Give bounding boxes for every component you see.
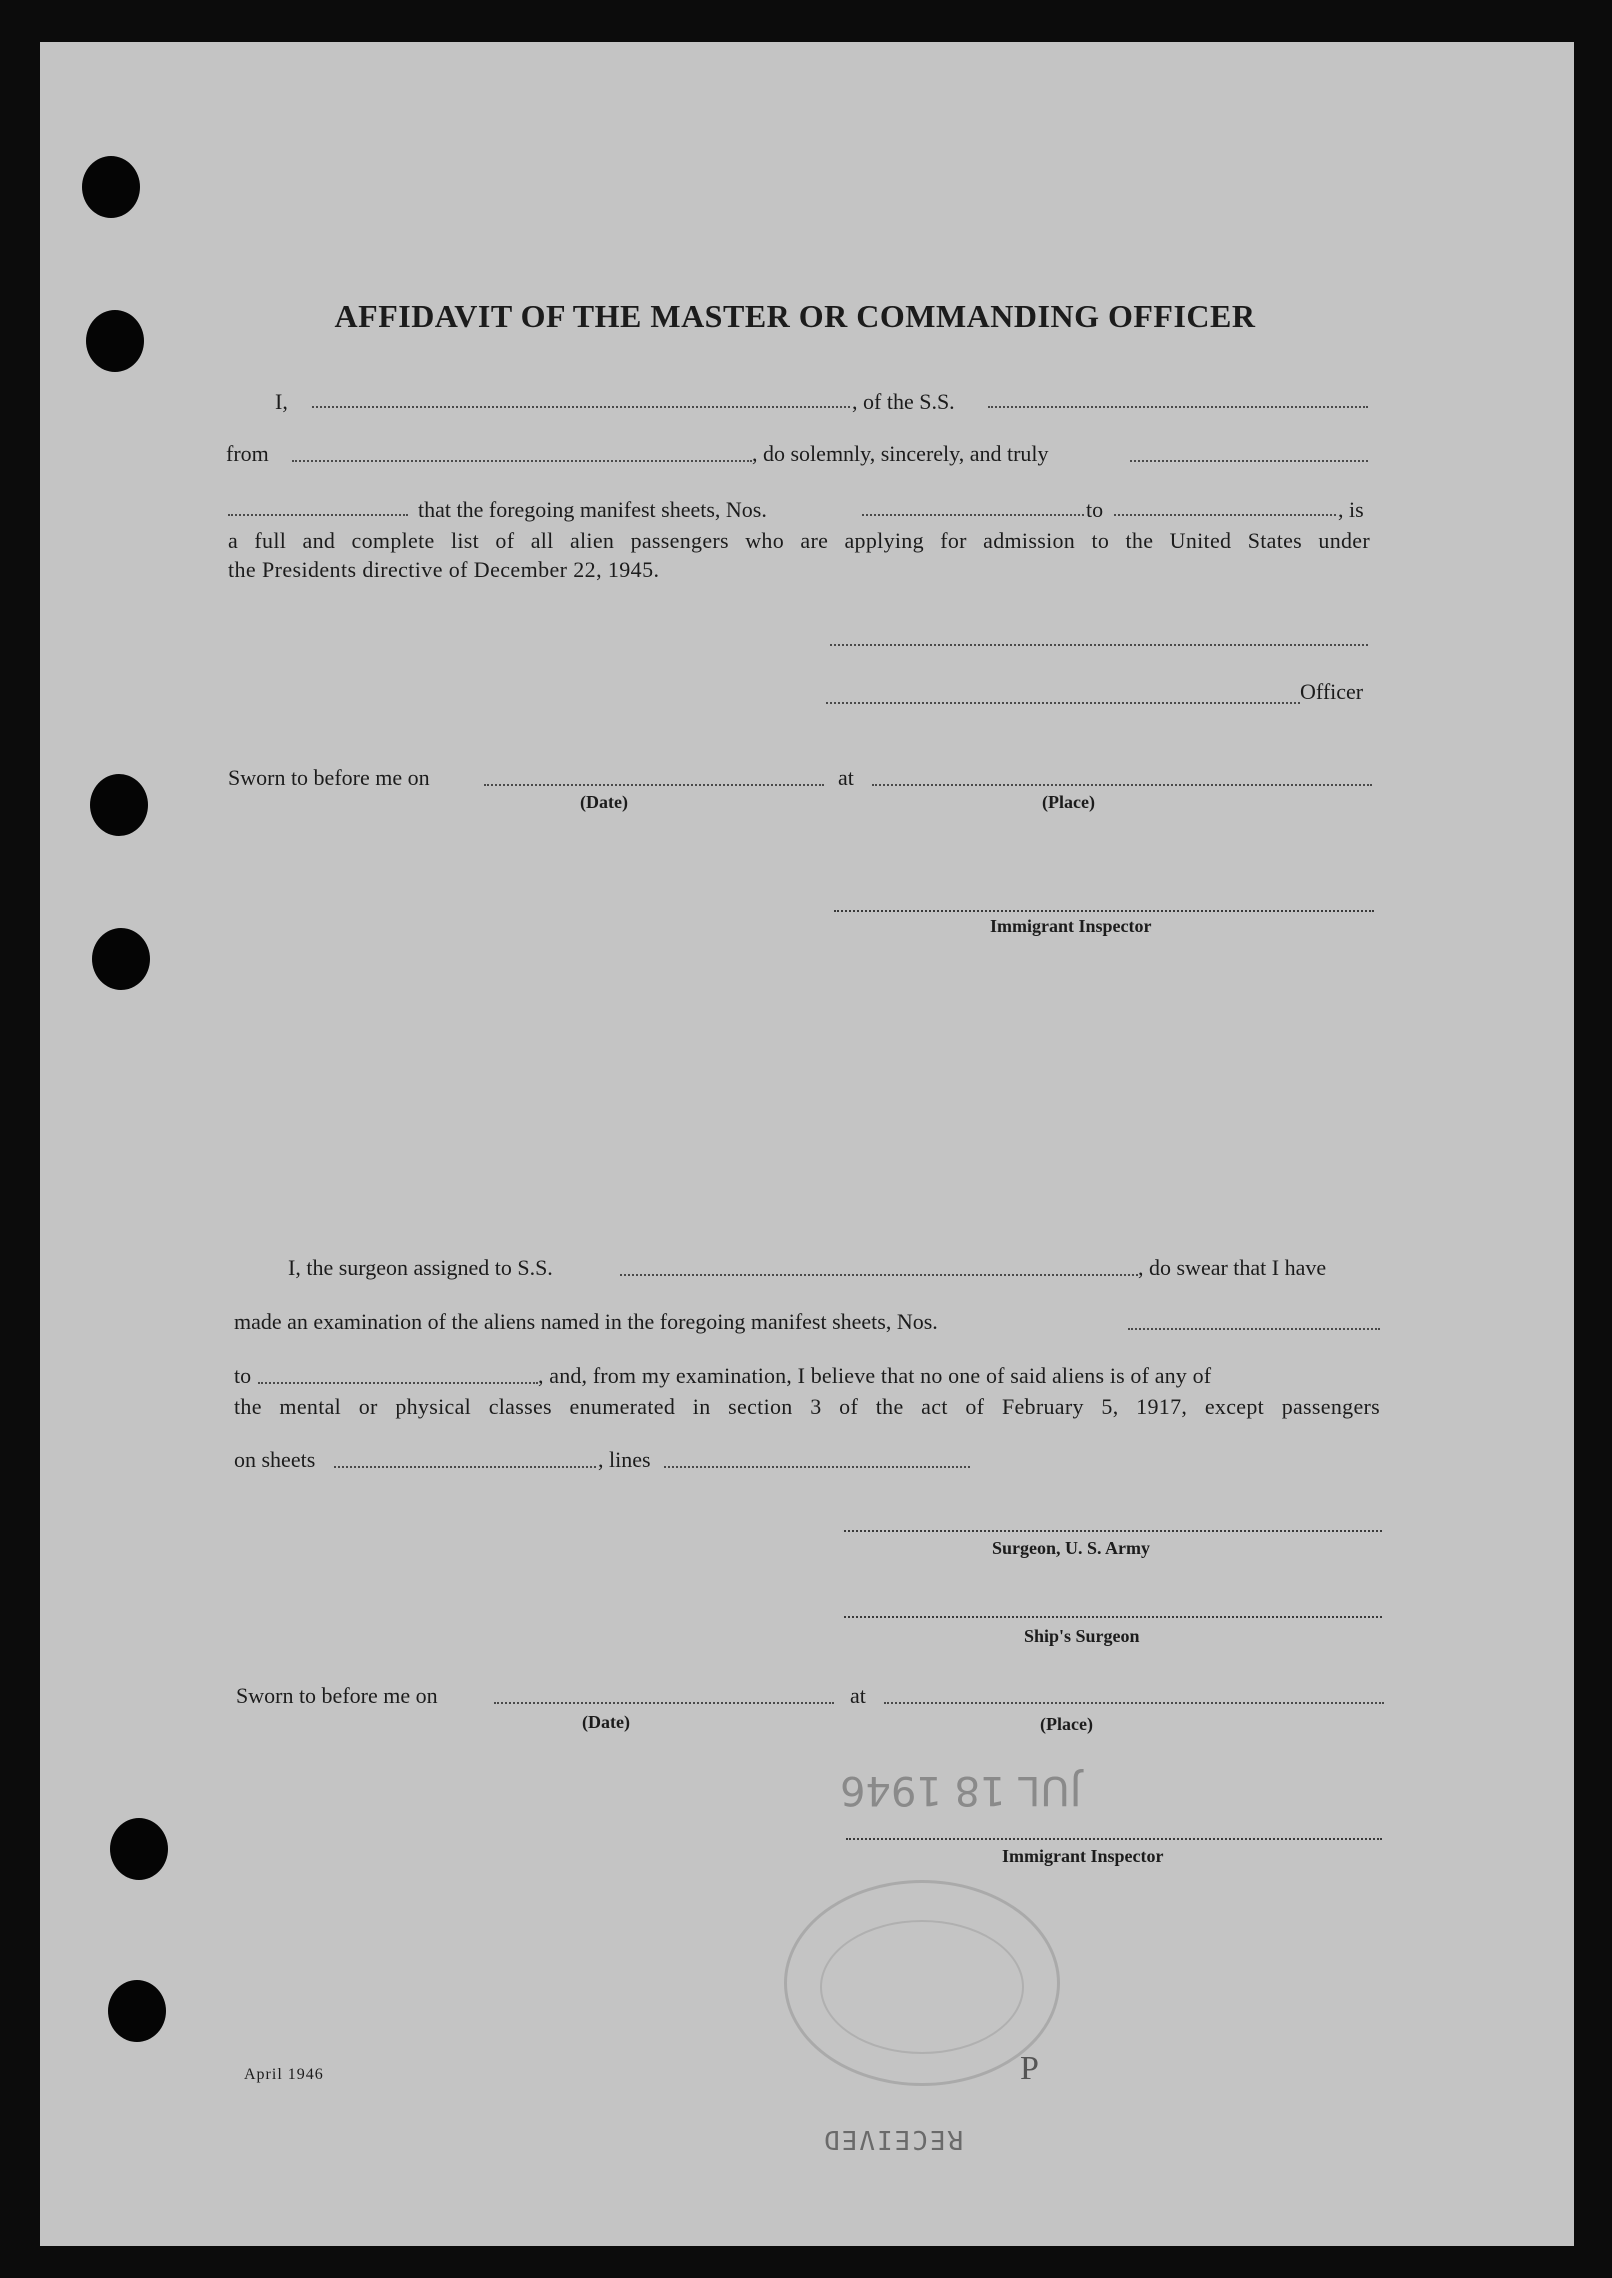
date-caption: (Date) — [580, 792, 628, 812]
of-ss-label: , of the S.S. — [852, 389, 955, 414]
sworn2-place-field[interactable] — [884, 1702, 1384, 1704]
sworn-label: Sworn to before me on — [228, 765, 430, 790]
is-label: , is — [1338, 497, 1364, 522]
place-caption: (Place) — [1042, 792, 1095, 812]
form-date: April 1946 — [244, 2066, 324, 2083]
received-stamp: RECEIVED — [822, 2124, 964, 2154]
at-label: at — [838, 765, 854, 790]
i-label: I, — [275, 389, 288, 414]
place2-caption: (Place) — [1040, 1714, 1093, 1734]
surgeon-ship-field[interactable] — [620, 1274, 1138, 1276]
inspector2-signature-line[interactable] — [846, 1838, 1382, 1840]
master-name-field[interactable] — [312, 406, 850, 408]
ship-surgeon-caption: Ship's Surgeon — [1024, 1626, 1140, 1646]
surgeon-line3-end: , and, from my examination, I believe that no one of said aliens is of any of — [538, 1363, 1212, 1388]
exception-lines-field[interactable] — [664, 1466, 970, 1468]
surgeon-to-label: to — [234, 1363, 252, 1388]
surgeon-sheets-from-field[interactable] — [1128, 1328, 1380, 1330]
sworn2-label: Sworn to before me on — [236, 1683, 438, 1708]
exception-sheets-field[interactable] — [334, 1466, 596, 1468]
officer-label: Officer — [1300, 679, 1364, 704]
binder-hole — [90, 774, 148, 836]
affirmation-field[interactable] — [228, 514, 408, 516]
official-seal-inner-ring — [820, 1920, 1024, 2054]
at2-label: at — [850, 1683, 866, 1708]
solemnly-label: , do solemnly, sincerely, and truly — [752, 441, 1049, 466]
binder-hole — [110, 1818, 168, 1880]
inspector2-caption: Immigrant Inspector — [1002, 1846, 1164, 1866]
binder-hole — [82, 156, 140, 218]
inspector-caption: Immigrant Inspector — [990, 916, 1152, 936]
inspector-signature-line[interactable] — [834, 910, 1374, 912]
to-label: to — [1086, 497, 1104, 522]
from-port-field[interactable] — [292, 460, 752, 462]
surgeon-line4: the mental or physical classes enumerated in section 3 of the act of February 5, 1917, except passengers — [234, 1394, 1380, 1419]
master-signature-line[interactable] — [830, 644, 1368, 646]
surgeon-sheets-to-field[interactable] — [258, 1382, 538, 1384]
sworn-date-field[interactable] — [484, 784, 824, 786]
on-sheets-label: on sheets — [234, 1447, 316, 1472]
master-statement-line2: the Presidents directive of December 22, 1945. — [228, 557, 660, 582]
foregoing-label: that the foregoing manifest sheets, Nos. — [418, 497, 767, 522]
surgeon-line1-start: I, the surgeon assigned to S.S. — [288, 1255, 553, 1280]
officer-signature-line[interactable] — [826, 702, 1300, 704]
army-surgeon-signature-line[interactable] — [844, 1530, 1382, 1532]
surgeon-line2: made an examination of the aliens named in the foregoing manifest sheets, Nos. — [234, 1309, 938, 1334]
lines-label: , lines — [598, 1447, 651, 1472]
sworn2-date-field[interactable] — [494, 1702, 834, 1704]
binder-hole — [86, 310, 144, 372]
binder-hole — [108, 1980, 166, 2042]
sheet-from-field[interactable] — [862, 514, 1084, 516]
sworn-place-field[interactable] — [872, 784, 1372, 786]
form-title: AFFIDAVIT OF THE MASTER OR COMMANDING OFFICER — [334, 298, 1256, 334]
ship-name-field[interactable] — [988, 406, 1368, 408]
p-mark: P — [1020, 2050, 1039, 2087]
from-label: from — [226, 441, 269, 466]
army-surgeon-caption: Surgeon, U. S. Army — [992, 1538, 1151, 1558]
master-statement-line1: a full and complete list of all alien passengers who are applying for admission to the United States under — [228, 528, 1370, 553]
oath-type-field[interactable] — [1130, 460, 1368, 462]
document-sheet — [40, 42, 1574, 2246]
ship-surgeon-signature-line[interactable] — [844, 1616, 1382, 1618]
date-received-stamp: JUL 18 1946 — [840, 1767, 1082, 1813]
date2-caption: (Date) — [582, 1712, 630, 1732]
sheet-to-field[interactable] — [1114, 514, 1336, 516]
binder-hole — [92, 928, 150, 990]
surgeon-line1-end: , do swear that I have — [1138, 1255, 1327, 1280]
